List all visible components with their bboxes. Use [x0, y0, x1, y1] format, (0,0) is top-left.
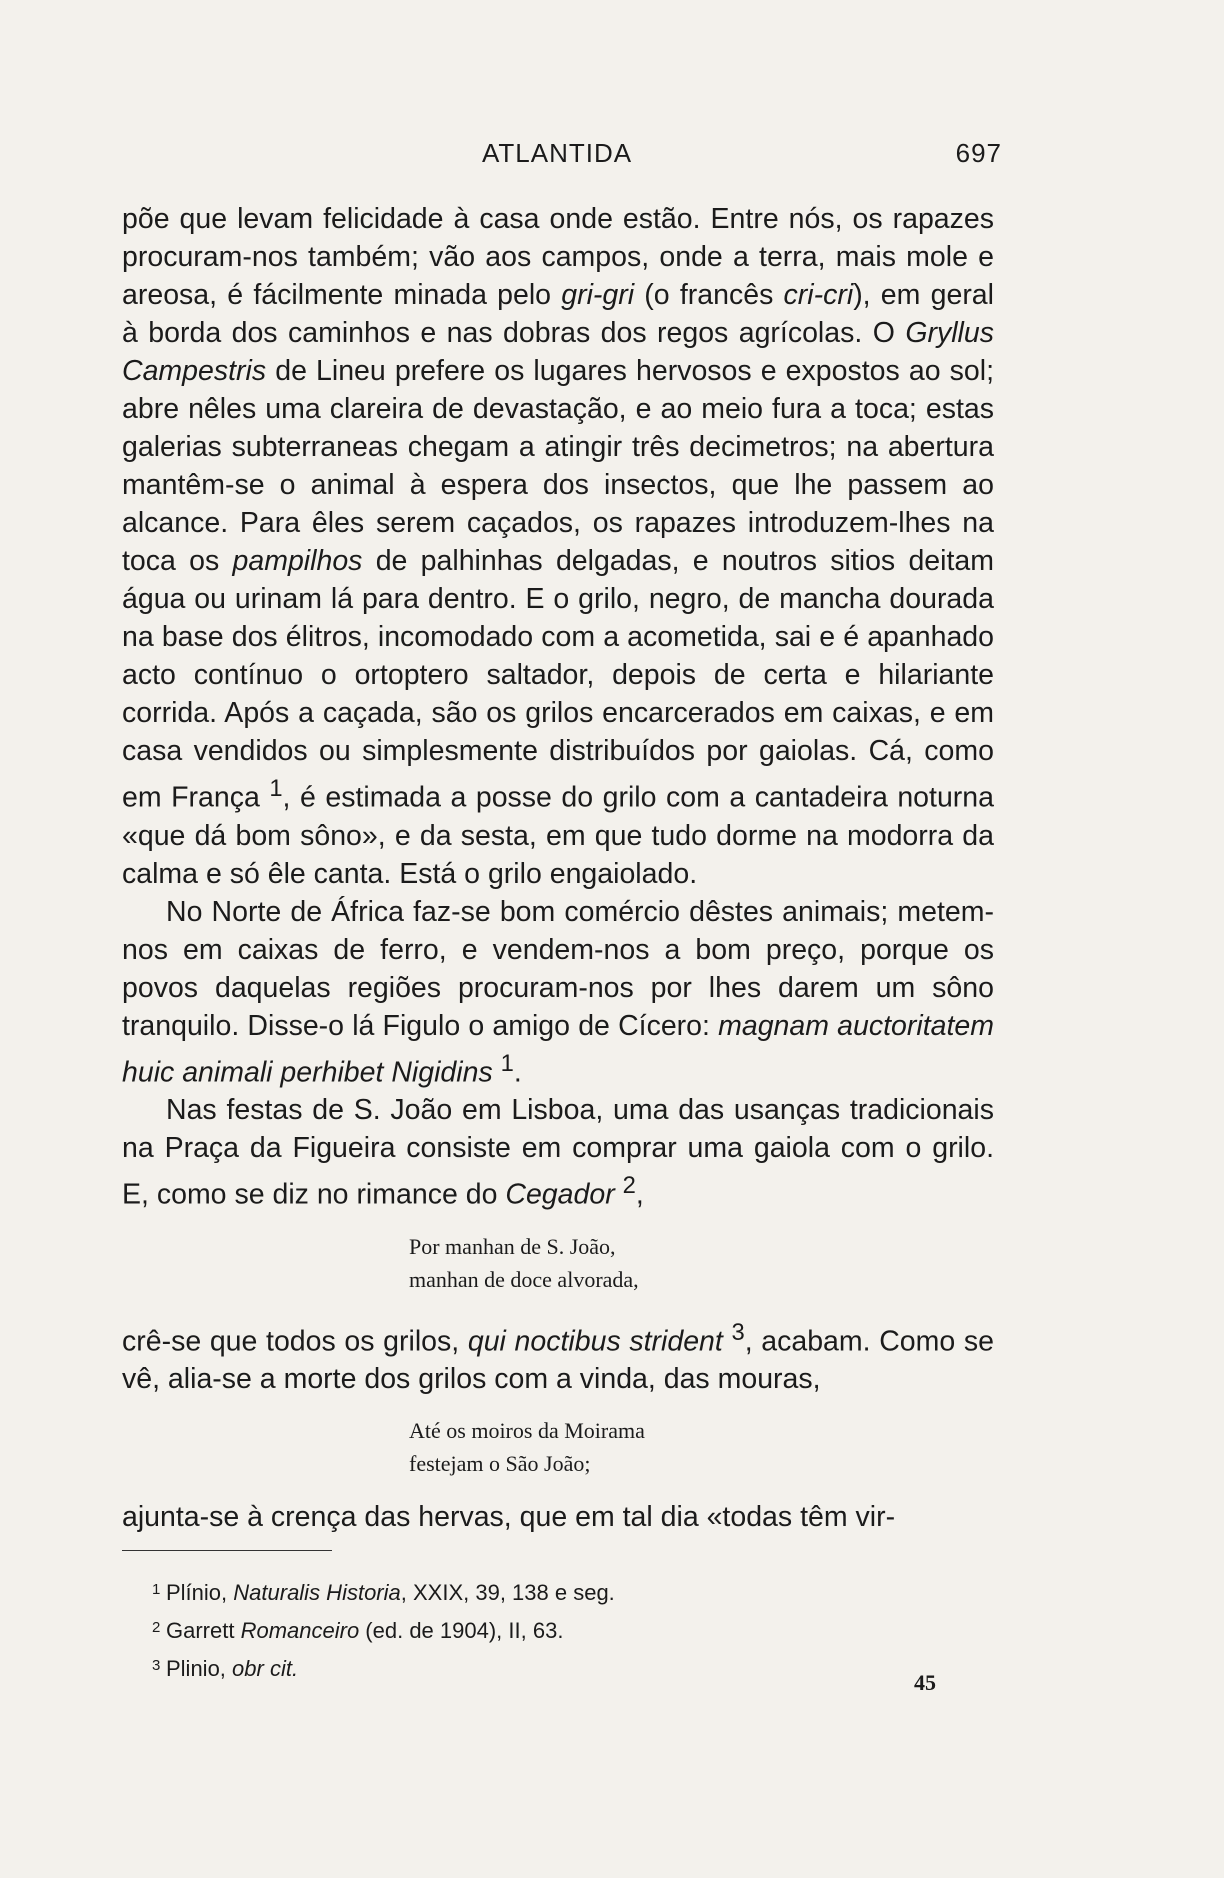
- footnotes: [152, 1572, 972, 1686]
- footnote: [152, 1648, 972, 1686]
- footnote: [152, 1610, 972, 1648]
- verse-line: manhan de doce alvorada,: [409, 1266, 639, 1292]
- verse-line: Por manhan de S. João,: [409, 1233, 616, 1259]
- text-run: Plinio,: [166, 1656, 233, 1681]
- paragraph: [122, 200, 994, 893]
- italic-text: qui noctibus strident: [467, 1325, 723, 1357]
- signature-mark: 45: [914, 1670, 936, 1695]
- footnote-marker: 1: [152, 1581, 161, 1598]
- text-run: Plínio,: [166, 1580, 234, 1605]
- footnote-marker: 2: [152, 1619, 161, 1636]
- paragraph: [122, 1091, 994, 1214]
- italic-text: pampilhos: [232, 545, 363, 577]
- text-run: , acabam. Como se vê, alia-se a morte dos grilos com a vinda, das mouras,: [122, 1325, 995, 1395]
- journal-title: ATLANTIDA: [482, 138, 633, 168]
- footnote: [152, 1572, 972, 1610]
- italic-text: Cegador: [505, 1178, 615, 1211]
- text-run: , é estimada a posse do grilo com a cantadeira noturna «que dá bom sôno», e da sesta, em que tudo dorme na modorra da calma e só êle canta. Está o grilo engaiolado.: [122, 781, 994, 890]
- text-run: de Lineu prefere os lugares hervosos e expostos ao sol; abre nêles uma clareira de devastação, e ao meio fura a toca; estas galerias subterraneas chegam a atingir três decimetros; na abertura mantêm-se o animal à espera dos insectos, que lhe passem ao alcance. Para êles serem caçados, os rapazes introduzem-lhes na toca os: [122, 355, 994, 577]
- text-run: [493, 1056, 501, 1088]
- italic-text: Romanceiro: [240, 1618, 360, 1643]
- verse-quote: [409, 1414, 994, 1480]
- italic-text: cri-cri: [783, 279, 854, 311]
- italic-text: gri-gri: [561, 279, 635, 311]
- text-run: de palhinhas delgadas, e noutros sitios deitam água ou urinam lá para dentro. E o grilo, negro, de mancha dourada na base dos élitros, incomodado com a acometida, sai e é apanhado acto contínuo o ortoptero saltador, depois de certa e hilariante corrida. Após a caçada, são os grilos encarcerados em caixas, e em casa vendidos ou simplesmente distribuídos por gaiolas. Cá, como em França: [122, 545, 994, 814]
- text-run: , XXIX, 39, 138 e seg.: [400, 1580, 615, 1605]
- text-run: No Norte de África faz-se bom comércio dêstes animais; metem-nos em caixas de ferro, e vendem-nos a bom preço, porque os povos daquelas regiões procuram-nos por lhes darem um sôno tranquilo. Disse-o lá Figulo o amigo de Cícero:: [122, 895, 994, 1042]
- text-run: crê-se que todos os grilos,: [122, 1325, 468, 1357]
- paragraph: [122, 1498, 994, 1536]
- text-run: ajunta-se à crença das hervas, que em tal dia «todas têm vir-: [122, 1501, 896, 1533]
- text-run: (ed. de 1904), II, 63.: [359, 1618, 564, 1643]
- text-run: põe que levam felicidade à casa onde estão. Entre nós, os rapazes procuram-nos também; vão aos campos, onde a terra, mais mole e areosa, é fácilmente minada pelo: [122, 203, 994, 311]
- text-run: (o francês: [634, 279, 784, 311]
- paragraph: [122, 893, 994, 1092]
- text-run: Nas festas de S. João em Lisboa, uma das usanças tradicionais na Praça da Figueira consiste em comprar uma gaiola com o grilo. E, como se diz no rimance do: [122, 1094, 994, 1211]
- footnote-marker: 3: [152, 1657, 161, 1674]
- running-header: [122, 138, 1002, 178]
- text-run: ), em geral à borda dos caminhos e nas dobras dos regos agrícolas. O: [122, 279, 994, 349]
- footnote-ref: 3: [731, 1318, 745, 1346]
- verse-line: Até os moiros da Moirama: [409, 1418, 645, 1443]
- text-run: Garrett: [166, 1618, 241, 1643]
- italic-text: Gryllus Campestris: [122, 317, 994, 387]
- paragraph: [122, 1314, 994, 1399]
- footnote-ref: 1: [500, 1049, 514, 1077]
- body-text: [122, 200, 994, 1536]
- text-run: ,: [635, 1178, 644, 1211]
- italic-text: Naturalis Historia: [233, 1580, 401, 1605]
- footnote-ref: 2: [622, 1172, 636, 1199]
- footnote-rule: [122, 1550, 332, 1551]
- italic-text: obr cit.: [232, 1656, 299, 1681]
- text-run: .: [513, 1056, 522, 1088]
- verse-line: festejam o São João;: [409, 1451, 591, 1476]
- footnote-ref: 1: [269, 775, 283, 802]
- page-number: 697: [955, 138, 1002, 168]
- italic-text: magnam auctoritatem huic animali perhibet Nigidins: [122, 1009, 994, 1088]
- verse-quote: [409, 1230, 994, 1296]
- text-run: [615, 1179, 623, 1211]
